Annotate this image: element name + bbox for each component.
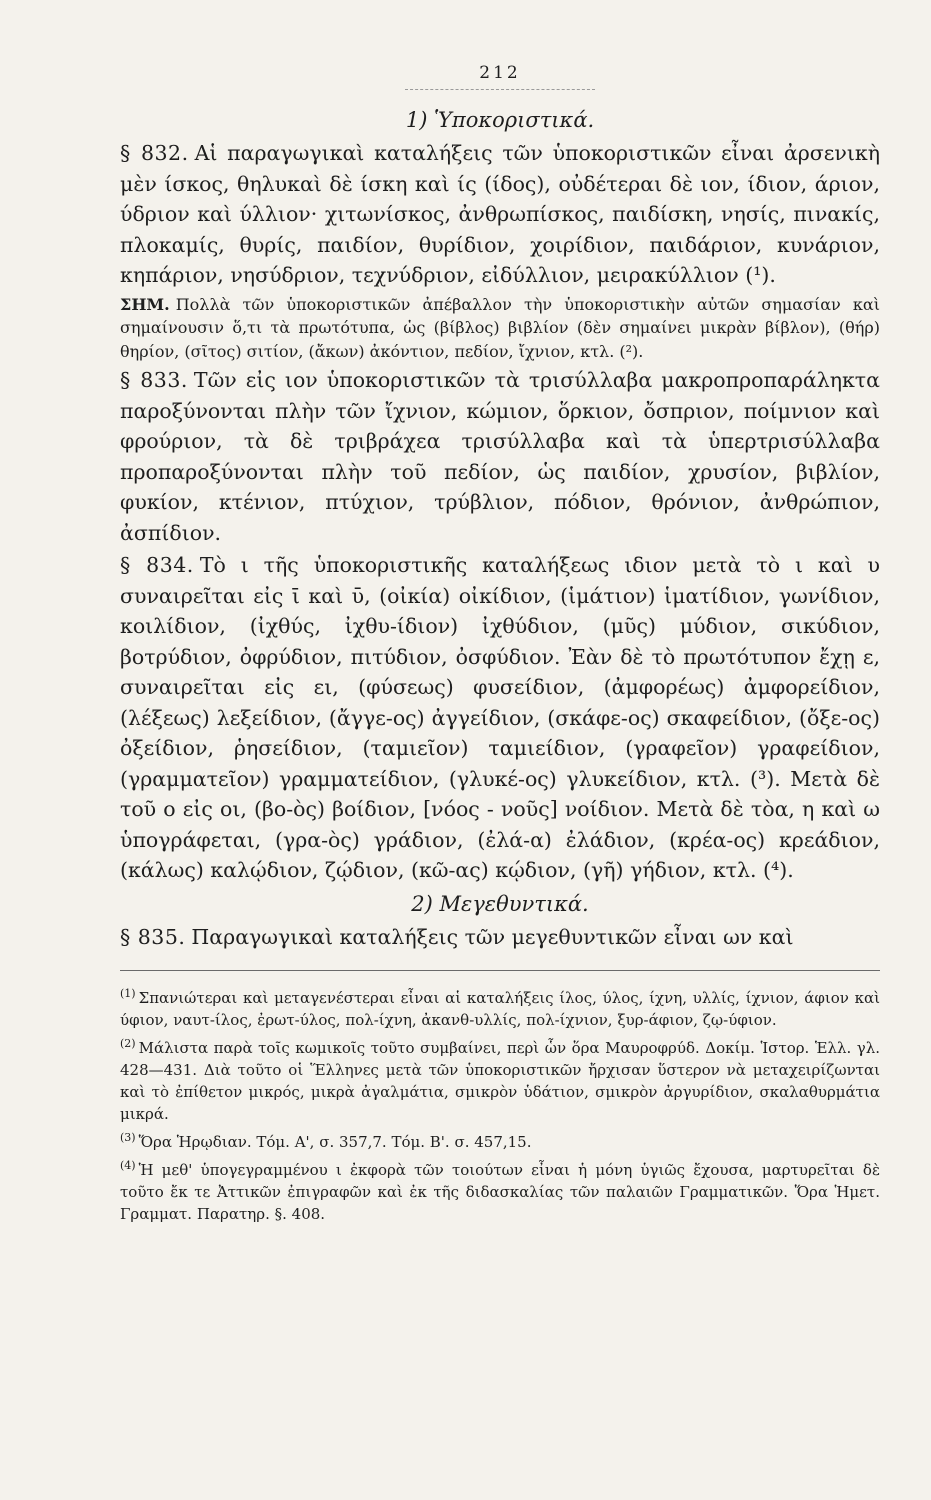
page-number: 212 bbox=[479, 63, 521, 83]
footnote-text-3: Ὅρα Ἡρῳδιαν. Τόμ. Α', σ. 357,7. Τόμ. Β'. σ. 457,15. bbox=[138, 1133, 532, 1151]
section-heading-augmentatives: 2) Μεγεθυντικά. bbox=[411, 891, 589, 916]
footnote-text-4: Ἡ μεθ' ὑπογεγραμμένου ι ἐκφορὰ τῶν τοιούτων εἶναι ἡ μόνη ὑγιῶς ἔχουσα, μαρτυρεῖται δὲ τοῦτο ἔκ τε Ἀττικῶν ἐπιγραφῶν καὶ ἐκ τῆς διδασκαλίας τῶν παλαιῶν Γραμματικῶν. Ὅρα Ἡμετ. Γραμματ. Παρατηρ. §. 408. bbox=[120, 1161, 880, 1223]
paragraph-mark-832: § 832. bbox=[120, 141, 189, 165]
footnote-mark-4: (4) bbox=[120, 1159, 136, 1172]
paragraph-834 bbox=[120, 550, 880, 886]
footnote-4 bbox=[120, 1155, 880, 1225]
footnote-1 bbox=[120, 983, 880, 1031]
note-paragraph bbox=[120, 293, 880, 364]
section-heading-diminutives: 1) Ὑποκοριστικά. bbox=[405, 108, 595, 132]
paragraph-833 bbox=[120, 365, 880, 548]
header-ornament-rule bbox=[405, 89, 595, 90]
paragraph-835 bbox=[120, 922, 880, 953]
paragraph-832 bbox=[120, 138, 880, 291]
paragraph-mark-834: § 834. bbox=[120, 553, 194, 577]
book-page bbox=[120, 55, 880, 1455]
footnote-mark-2: (2) bbox=[120, 1037, 136, 1050]
paragraph-text-833: Τῶν εἰς ιον ὑποκοριστικῶν τὰ τρισύλλαβα μακροπροπαράληκτα παροξύνονται πλὴν τῶν ἴχνιον, κώμιον, ὅρκιον, ὄσπριον, ποίμνιον καὶ φρούριον, τὰ δὲ τριβράχεα τρισύλλαβα καὶ τὰ ὑπερτρισύλλαβα προπαροξύνονται πλὴν τοῦ πεδίον, ὡς παιδίον, χρυσίον, βιβλίον, φυκίον, κτένιον, πτύχιον, τρύβλιον, πόδιον, θρόνιον, ἀνθρώπιον, ἀσπίδιον. bbox=[120, 368, 880, 545]
footnote-2 bbox=[120, 1033, 880, 1125]
footnote-mark-1: (1) bbox=[120, 987, 136, 1000]
paragraph-mark-833: § 833. bbox=[120, 368, 188, 392]
footnote-3 bbox=[120, 1127, 880, 1153]
paragraph-text-832: Αἱ παραγωγικαὶ καταλήξεις τῶν ὑποκοριστικῶν εἶναι ἀρσενικὴ μὲν ίσκος, θηλυκαὶ δὲ ίσκη καὶ ίς (ίδος), οὐδέτεραι δὲ ιον, ίδιον, άριον, ύδριον καὶ ύλλιον· χιτωνίσκος, ἀνθρωπίσκος, παιδίσκη, νησίς, πινακίς, πλοκαμίς, θυρίς, παιδίον, θυρίδιον, χοιρίδιον, παιδάριον, κυνάριον, κηπάριον, νησύδριον, τεχνύδριον, εἰδύλλιον, μειρακύλλιον (¹). bbox=[120, 141, 880, 287]
note-label: ΣΗΜ. bbox=[120, 294, 170, 314]
footnote-text-1: Σπανιώτεραι καὶ μεταγενέστεραι εἶναι αἱ καταλήξεις ίλος, ύλος, ίχνη, υλλίς, ίχνιον, άφιον καὶ ύφιον, ναυτ-ίλος, ἐρωτ-ύλος, πολ-ίχνη, ἀκανθ-υλλίς, πολ-ίχνιον, ξυρ-άφιον, ζῳ-ύφιον. bbox=[120, 989, 880, 1029]
footnote-text-2: Μάλιστα παρὰ τοῖς κωμικοῖς τοῦτο συμβαίνει, περὶ ὧν ὅρα Μαυροφρύδ. Δοκίμ. Ἱστορ. Ἑλλ. γλ. 428—431. Διὰ τοῦτο οἱ Ἕλληνες μετὰ τῶν ὑποκοριστικῶν ἤρχισαν ὕστερον νὰ μεταχειρίζωνται καὶ τὸ ἐπίθετον μικρός, μικρὰ ἀγαλμάτια, σμικρὸν ὑδάτιον, σμικρὸν ἀργυρίδιον, σκαλαθυρμάτια μικρά. bbox=[120, 1039, 880, 1123]
note-text: Πολλὰ τῶν ὑποκοριστικῶν ἀπέβαλλον τὴν ὑποκοριστικὴν αὐτῶν σημασίαν καὶ σημαίνουσιν ὅ,τι τὰ πρωτότυπα, ὡς (βίβλος) βιβλίον (δὲν σημαίνει μικρὰν βίβλον), (θήρ) θηρίον, (σῖτος) σιτίον, (ἄκων) ἀκόντιον, πεδίον, ἴχνιον, κτλ. (²). bbox=[120, 294, 880, 361]
footnote-separator bbox=[120, 970, 880, 971]
paragraph-mark-835: § 835. bbox=[120, 924, 186, 949]
paragraph-text-835: Παραγωγικαὶ καταλήξεις τῶν μεγεθυντικῶν εἶναι ων καὶ bbox=[191, 924, 794, 949]
footnote-mark-3: (3) bbox=[120, 1131, 136, 1144]
paragraph-text-834: Τὸ ι τῆς ὑποκοριστικῆς καταλήξεως ιδιον μετὰ τὸ ι καὶ υ συναιρεῖται εἰς ῑ καὶ ῡ, (οἰκία) οἰκίδιον, (ἱμάτιον) ἱματίδιον, γωνίδιον, κοιλίδιον, (ἰχθύς, ἰχθυ-ίδιον) ἰχθύδιον, (μῦς) μύδιον, σικύδιον, βοτρύδιον, ὀφρύδιον, πιτύδιον, ὀσφύδιον. Ἐὰν δὲ τὸ πρωτότυπον ἔχῃ ε, συναιρεῖται εἰς ει, (φύσεως) φυσείδιον, (ἀμφορέως) ἀμφορείδιον, (λέξεως) λεξείδιον, (ἄγγε-ος) ἀγγείδιον, (σκάφε-ος) σκαφείδιον, (ὄξε-ος) ὀξείδιον, ῥησείδιον, (ταμιεῖον) ταμιείδιον, (γραφεῖον) γραφείδιον, (γραμματεῖον) γραμματείδιον, (γλυκέ-ος) γλυκείδιον, κτλ. (³). Μετὰ δὲ τοῦ ο εἰς οι, (βο-ὸς) βοίδιον, [νόος - νοῦς] νοίδιον. Μετὰ δὲ τὸα, η καὶ ω ὑπογράφεται, (γρα-ὸς) γράδιον, (ἐλά-α) ἐλάδιον, (κρέα-ος) κρεάδιον, (κάλως) καλῴδιον, ζῴδιον, (κῶ-ας) κῴδιον, (γῆ) γήδιον, κτλ. (⁴). bbox=[120, 553, 880, 882]
